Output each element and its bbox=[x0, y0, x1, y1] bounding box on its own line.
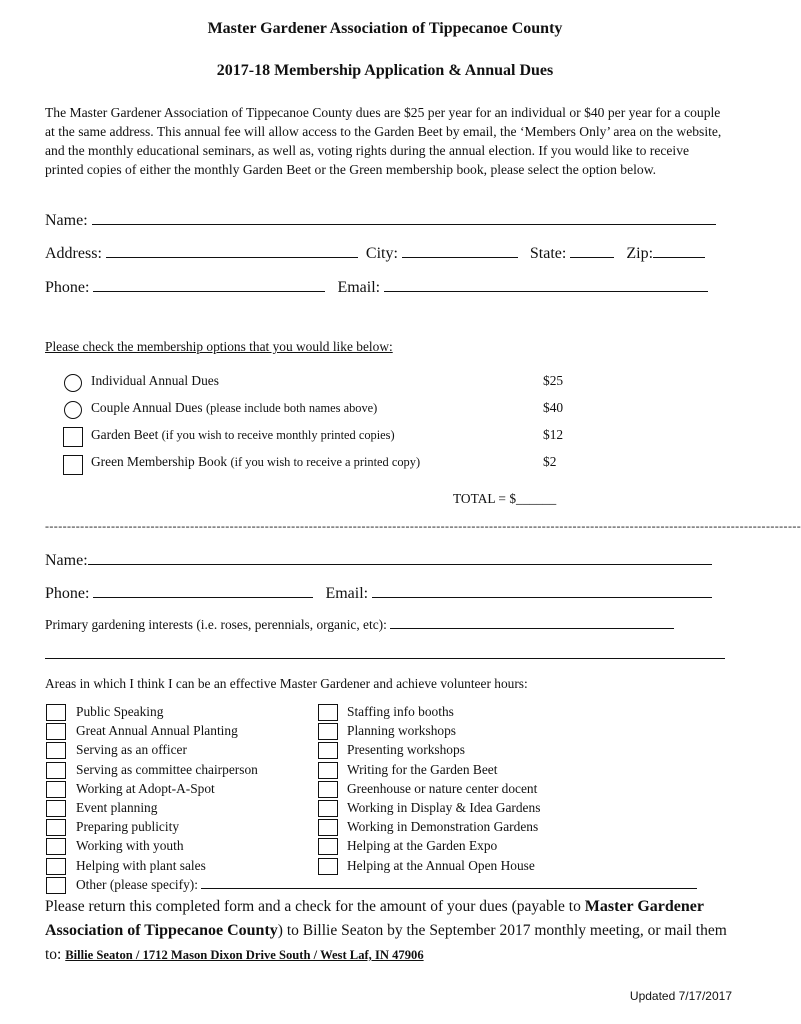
volunteer-checkbox[interactable] bbox=[46, 858, 66, 875]
volunteer-checkbox[interactable] bbox=[46, 704, 66, 721]
address-label: Address: bbox=[45, 245, 102, 262]
name-field[interactable] bbox=[92, 210, 716, 225]
option-green-book bbox=[91, 454, 420, 470]
option-label: Individual Annual Dues bbox=[91, 373, 219, 388]
volunteer-checkbox[interactable] bbox=[46, 781, 66, 798]
name-field-2[interactable] bbox=[88, 550, 712, 565]
zip-label: Zip: bbox=[626, 245, 654, 262]
volunteer-item: Staffing info booths bbox=[347, 704, 454, 719]
payee-name: Master Gardener Association of Tippecanoe County bbox=[45, 898, 704, 939]
volunteer-item: Greenhouse or nature center docent bbox=[347, 781, 538, 796]
option-price: $2 bbox=[543, 454, 557, 469]
volunteer-item: Helping at the Annual Open House bbox=[347, 858, 535, 873]
state-field[interactable] bbox=[570, 243, 614, 258]
name-label: Name: bbox=[45, 212, 88, 229]
volunteer-item: Presenting workshops bbox=[347, 742, 465, 757]
volunteer-checkbox[interactable] bbox=[318, 819, 338, 836]
phone-field-2[interactable] bbox=[93, 583, 313, 598]
volunteer-checkbox[interactable] bbox=[318, 800, 338, 817]
other-row bbox=[76, 877, 697, 893]
option-price: $25 bbox=[543, 373, 564, 388]
volunteer-checkbox[interactable] bbox=[318, 762, 338, 779]
city-label: City: bbox=[365, 245, 398, 262]
volunteer-item: Working at Adopt-A-Spot bbox=[76, 781, 215, 796]
individual-radio[interactable] bbox=[64, 374, 82, 392]
name-row bbox=[45, 210, 716, 230]
interests-row bbox=[45, 616, 674, 633]
option-label: Garden Beet bbox=[91, 427, 159, 442]
updated-date: Updated 7/17/2017 bbox=[629, 989, 732, 1003]
interests-label: Primary gardening interests (i.e. roses, perennials, organic, etc): bbox=[45, 617, 387, 632]
option-label: Couple Annual Dues bbox=[91, 400, 203, 415]
volunteer-checkbox[interactable] bbox=[318, 858, 338, 875]
zip-field[interactable] bbox=[653, 243, 705, 258]
cut-line: ---------------------------------------------------------------------------------------------------------------------------------------------------------------------------- bbox=[45, 519, 801, 533]
option-note: (if you wish to receive monthly printed copies) bbox=[161, 428, 395, 442]
option-individual bbox=[91, 373, 219, 389]
option-couple bbox=[91, 400, 377, 416]
other-field[interactable] bbox=[201, 877, 697, 889]
return-text-1: Please return this completed form and a check for the amount of your dues (payable to bbox=[45, 898, 585, 915]
volunteer-item: Helping at the Garden Expo bbox=[347, 838, 498, 853]
volunteer-item: Planning workshops bbox=[347, 723, 456, 738]
volunteer-item: Preparing publicity bbox=[76, 819, 180, 834]
volunteer-item: Working in Demonstration Gardens bbox=[347, 819, 539, 834]
volunteer-checkbox[interactable] bbox=[46, 819, 66, 836]
volunteer-item: Public Speaking bbox=[76, 704, 164, 719]
interests-field[interactable] bbox=[390, 616, 674, 629]
volunteer-checkbox[interactable] bbox=[46, 838, 66, 855]
green-book-checkbox[interactable] bbox=[63, 455, 83, 475]
city-field[interactable] bbox=[402, 243, 518, 258]
option-price: $12 bbox=[543, 427, 564, 442]
phone-email-row-2 bbox=[45, 583, 712, 603]
volunteer-item: Writing for the Garden Beet bbox=[347, 762, 498, 777]
volunteer-item: Serving as an officer bbox=[76, 742, 187, 757]
email-label: Email: bbox=[337, 279, 381, 296]
interests-field-line-2[interactable] bbox=[45, 658, 725, 659]
name-row-2 bbox=[45, 550, 712, 570]
mailing-address: Billie Seaton / 1712 Mason Dixon Drive South / West Laf, IN 47906 bbox=[65, 948, 424, 962]
other-checkbox[interactable] bbox=[46, 877, 66, 894]
volunteer-heading: Areas in which I think I can be an effective Master Gardener and achieve volunteer hours: bbox=[45, 676, 528, 691]
option-note: (if you wish to receive a printed copy) bbox=[230, 455, 421, 469]
name-label-2: Name: bbox=[45, 552, 88, 569]
volunteer-item: Helping with plant sales bbox=[76, 858, 206, 873]
volunteer-checkbox[interactable] bbox=[318, 781, 338, 798]
couple-radio[interactable] bbox=[64, 401, 82, 419]
return-text-2: ) to Billie Seaton by the September 2017 monthly meeting, or mail them to: bbox=[45, 922, 727, 963]
email-field-2[interactable] bbox=[372, 583, 712, 598]
membership-heading: Please check the membership options that you would like below: bbox=[45, 339, 393, 354]
volunteer-checkbox[interactable] bbox=[46, 742, 66, 759]
address-field[interactable] bbox=[106, 243, 358, 258]
phone-email-row bbox=[45, 277, 708, 297]
phone-field[interactable] bbox=[93, 277, 325, 292]
volunteer-checkbox[interactable] bbox=[318, 742, 338, 759]
garden-beet-checkbox[interactable] bbox=[63, 427, 83, 447]
volunteer-item: Working in Display & Idea Gardens bbox=[347, 800, 541, 815]
option-price: $40 bbox=[543, 400, 564, 415]
phone-label-2: Phone: bbox=[45, 585, 90, 602]
address-row bbox=[45, 243, 705, 263]
volunteer-checkbox[interactable] bbox=[318, 723, 338, 740]
volunteer-checkbox[interactable] bbox=[46, 723, 66, 740]
volunteer-item: Working with youth bbox=[76, 838, 184, 853]
email-field[interactable] bbox=[384, 277, 708, 292]
volunteer-checkbox[interactable] bbox=[46, 800, 66, 817]
return-instructions bbox=[45, 895, 735, 967]
volunteer-checkbox[interactable] bbox=[46, 762, 66, 779]
state-label: State: bbox=[529, 245, 567, 262]
intro-paragraph: The Master Gardener Association of Tippecanoe County dues are $25 per year for an individual or $40 per year for a couple at the same address. This annual fee will allow access to the Garden Beet by email, the ‘Members Only’ area on the website, and the monthly educational seminars, as well as, voting rights during the annual election. If you would like to receive printed copies of either the monthly Garden Beet or the Green membership book, please select the option below. bbox=[45, 105, 722, 177]
volunteer-checkbox[interactable] bbox=[318, 838, 338, 855]
volunteer-item: Event planning bbox=[76, 800, 158, 815]
option-note: (please include both names above) bbox=[205, 401, 378, 415]
total-line: TOTAL = $______ bbox=[453, 491, 557, 506]
other-label: Other (please specify): bbox=[76, 877, 198, 892]
option-label: Green Membership Book bbox=[91, 454, 228, 469]
phone-label: Phone: bbox=[45, 279, 90, 296]
volunteer-item: Serving as committee chairperson bbox=[76, 762, 258, 777]
org-title: Master Gardener Association of Tippecanoe County bbox=[207, 20, 563, 37]
volunteer-item: Great Annual Annual Planting bbox=[76, 723, 238, 738]
email-label-2: Email: bbox=[325, 585, 369, 602]
volunteer-checkbox[interactable] bbox=[318, 704, 338, 721]
form-title: 2017-18 Membership Application & Annual Dues bbox=[216, 62, 554, 79]
option-garden-beet bbox=[91, 427, 395, 443]
